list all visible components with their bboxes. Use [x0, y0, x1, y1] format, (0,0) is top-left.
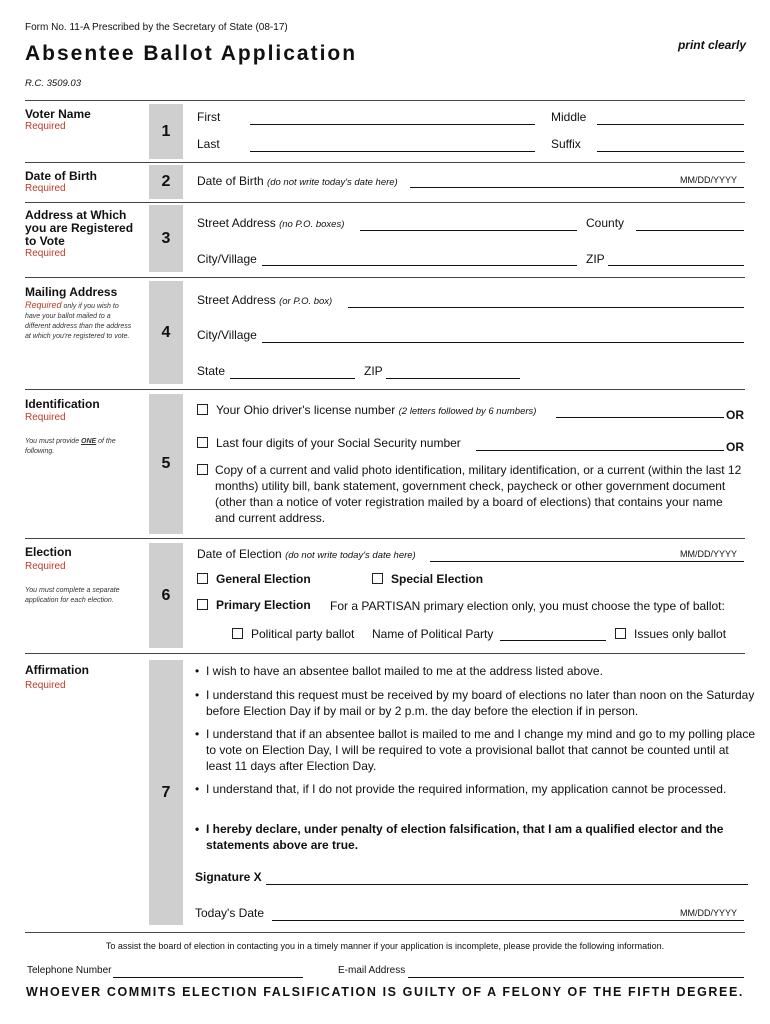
affirmation-item: • I understand that, if I do not provide the required information, my application cannot be processed. — [195, 781, 756, 797]
dob-label: Date of Birth (do not write today's date here) — [197, 174, 398, 188]
county-field[interactable] — [636, 230, 744, 231]
section-title-mailing-address: Mailing Address — [25, 285, 118, 299]
zip-label: ZIP — [586, 252, 605, 266]
divider — [25, 100, 745, 101]
partisan-instruction: For a PARTISAN primary election only, you must choose the type of ballot: — [330, 599, 725, 613]
first-name-label: First — [197, 110, 221, 124]
divider — [25, 932, 745, 933]
street-address-field[interactable] — [360, 230, 577, 231]
dob-format-hint: MM/DD/YYYY — [680, 175, 738, 185]
todays-date-field[interactable] — [272, 920, 744, 921]
license-checkbox[interactable] — [197, 404, 208, 415]
section-title-voter-name: Voter Name — [25, 107, 91, 121]
or-label: OR — [726, 440, 744, 454]
divider — [25, 538, 745, 539]
mailing-street-field[interactable] — [348, 307, 744, 308]
mailing-zip-label: ZIP — [364, 364, 383, 378]
affirmation-declaration: • I hereby declare, under penalty of election falsification, that I am a qualified elector and the statements above are true. — [195, 821, 756, 853]
license-option[interactable]: Your Ohio driver's license number (2 letters followed by 6 numbers) — [197, 403, 536, 417]
party-name-field[interactable] — [500, 640, 606, 641]
copy-id-text: Copy of a current and valid photo identification, military identification, or a current (within the last 12 months) utility bill, bank statement, government check, paycheck or other government document (other than a notice of voter registration mailed by a board of elections) that contains your name and current address. — [215, 463, 742, 525]
mailing-street-label: Street Address (or P.O. box) — [197, 293, 333, 307]
mailing-state-label: State — [197, 364, 226, 378]
county-label: County — [586, 216, 625, 230]
suffix-label: Suffix — [551, 137, 581, 151]
section-number-5: 5 — [149, 394, 183, 534]
issues-ballot-option[interactable]: Issues only ballot — [615, 627, 726, 641]
mailing-city-label: City/Village — [197, 328, 257, 342]
affirmation-item: • I understand that if an absentee ballot is mailed to me and I change my mind and go to my polling place to vote on Election Day, I will be required to vote a provisional ballot that cannot be counted until at least 11 days after Election Day. — [195, 726, 756, 774]
last-name-field[interactable] — [250, 151, 535, 152]
last-name-label: Last — [197, 137, 220, 151]
required-label: Required — [25, 680, 66, 691]
party-name-label: Name of Political Party — [372, 627, 494, 641]
ssn-checkbox[interactable] — [197, 437, 208, 448]
identification-note: You must provide ONE of the following. — [25, 438, 116, 455]
todays-date-format-hint: MM/DD/YYYY — [680, 908, 738, 918]
issues-ballot-checkbox[interactable] — [615, 628, 626, 639]
affirmation-item: • I understand this request must be received by my board of elections no later than noon on the Saturday before Election Day if by mail or by 2 p.m. the day before the election if in person. — [195, 687, 756, 719]
middle-name-label: Middle — [551, 110, 587, 124]
mailing-zip-field[interactable] — [386, 378, 520, 379]
general-election-option[interactable]: General Election — [197, 572, 311, 586]
middle-name-field[interactable] — [597, 124, 744, 125]
election-date-field[interactable] — [430, 561, 744, 562]
party-ballot-checkbox[interactable] — [232, 628, 243, 639]
primary-election-option[interactable]: Primary Election — [197, 598, 311, 612]
election-note: You must complete a separate application for each election. — [25, 587, 120, 604]
general-election-checkbox[interactable] — [197, 573, 208, 584]
mailing-city-field[interactable] — [262, 342, 744, 343]
ssn-field[interactable] — [476, 450, 724, 451]
section-number-3: 3 — [149, 205, 183, 272]
required-label: Required — [25, 183, 66, 194]
required-label: Required — [25, 248, 66, 259]
first-name-field[interactable] — [250, 124, 535, 125]
election-date-label: Date of Election (do not write today's date here) — [197, 547, 416, 561]
telephone-field[interactable] — [113, 977, 303, 978]
city-label: City/Village — [197, 252, 257, 266]
party-ballot-option[interactable]: Political party ballot — [232, 627, 354, 641]
section-title-date-of-birth: Date of Birth — [25, 169, 97, 183]
section-title-affirmation: Affirmation — [25, 663, 89, 677]
affirmation-item: • I wish to have an absentee ballot mailed to me at the address listed above. — [195, 663, 756, 679]
revised-code: R.C. 3509.03 — [25, 78, 81, 89]
signature-field[interactable] — [266, 884, 748, 885]
special-election-option[interactable]: Special Election — [372, 572, 483, 586]
required-label: Required — [25, 561, 66, 572]
section-number-4: 4 — [149, 281, 183, 384]
zip-field[interactable] — [608, 265, 744, 266]
or-label: OR — [726, 408, 744, 422]
todays-date-label: Today's Date — [195, 906, 264, 920]
required-label: Required — [25, 121, 66, 132]
section-number-7: 7 — [149, 660, 183, 925]
section-number-1: 1 — [149, 104, 183, 159]
license-field[interactable] — [556, 417, 724, 418]
telephone-label: Telephone Number — [27, 965, 112, 976]
contact-instruction: To assist the board of election in contacting you in a timely manner if your application is incomplete, please provide the following information. — [105, 941, 665, 951]
mailing-state-field[interactable] — [230, 378, 355, 379]
section-title-registered-address: Address at Which you are Registered to Vote — [25, 208, 134, 248]
special-election-checkbox[interactable] — [372, 573, 383, 584]
street-address-label: Street Address (no P.O. boxes) — [197, 216, 345, 230]
divider — [25, 653, 745, 654]
signature-label: Signature X — [195, 870, 262, 884]
required-label: Required — [25, 412, 66, 423]
email-label: E-mail Address — [338, 965, 406, 976]
email-field[interactable] — [408, 977, 744, 978]
ssn-option[interactable]: Last four digits of your Social Security number — [197, 436, 461, 450]
divider — [25, 277, 745, 278]
page-title: Absentee Ballot Application — [25, 42, 358, 65]
divider — [25, 162, 745, 163]
print-clearly-note: print clearly — [677, 38, 746, 52]
falsification-warning: WHOEVER COMMITS ELECTION FALSIFICATION IS GUILTY OF A FELONY OF THE FIFTH DEGREE. — [25, 985, 745, 999]
suffix-field[interactable] — [597, 151, 744, 152]
mailing-address-note: Required only if you wish to have your ballot mailed to a different address than the address at which you're registered to vote. — [25, 300, 132, 340]
section-title-election: Election — [25, 545, 72, 559]
form-number: Form No. 11-A Prescribed by the Secretary of State (08-17) — [25, 22, 288, 33]
dob-field[interactable] — [410, 187, 744, 188]
city-field[interactable] — [262, 265, 577, 266]
primary-election-checkbox[interactable] — [197, 599, 208, 610]
election-date-format-hint: MM/DD/YYYY — [680, 549, 738, 559]
section-number-6: 6 — [149, 543, 183, 648]
copy-id-checkbox[interactable] — [197, 464, 208, 475]
divider — [25, 202, 745, 203]
section-title-identification: Identification — [25, 397, 100, 411]
section-number-2: 2 — [149, 165, 183, 199]
divider — [25, 389, 745, 390]
